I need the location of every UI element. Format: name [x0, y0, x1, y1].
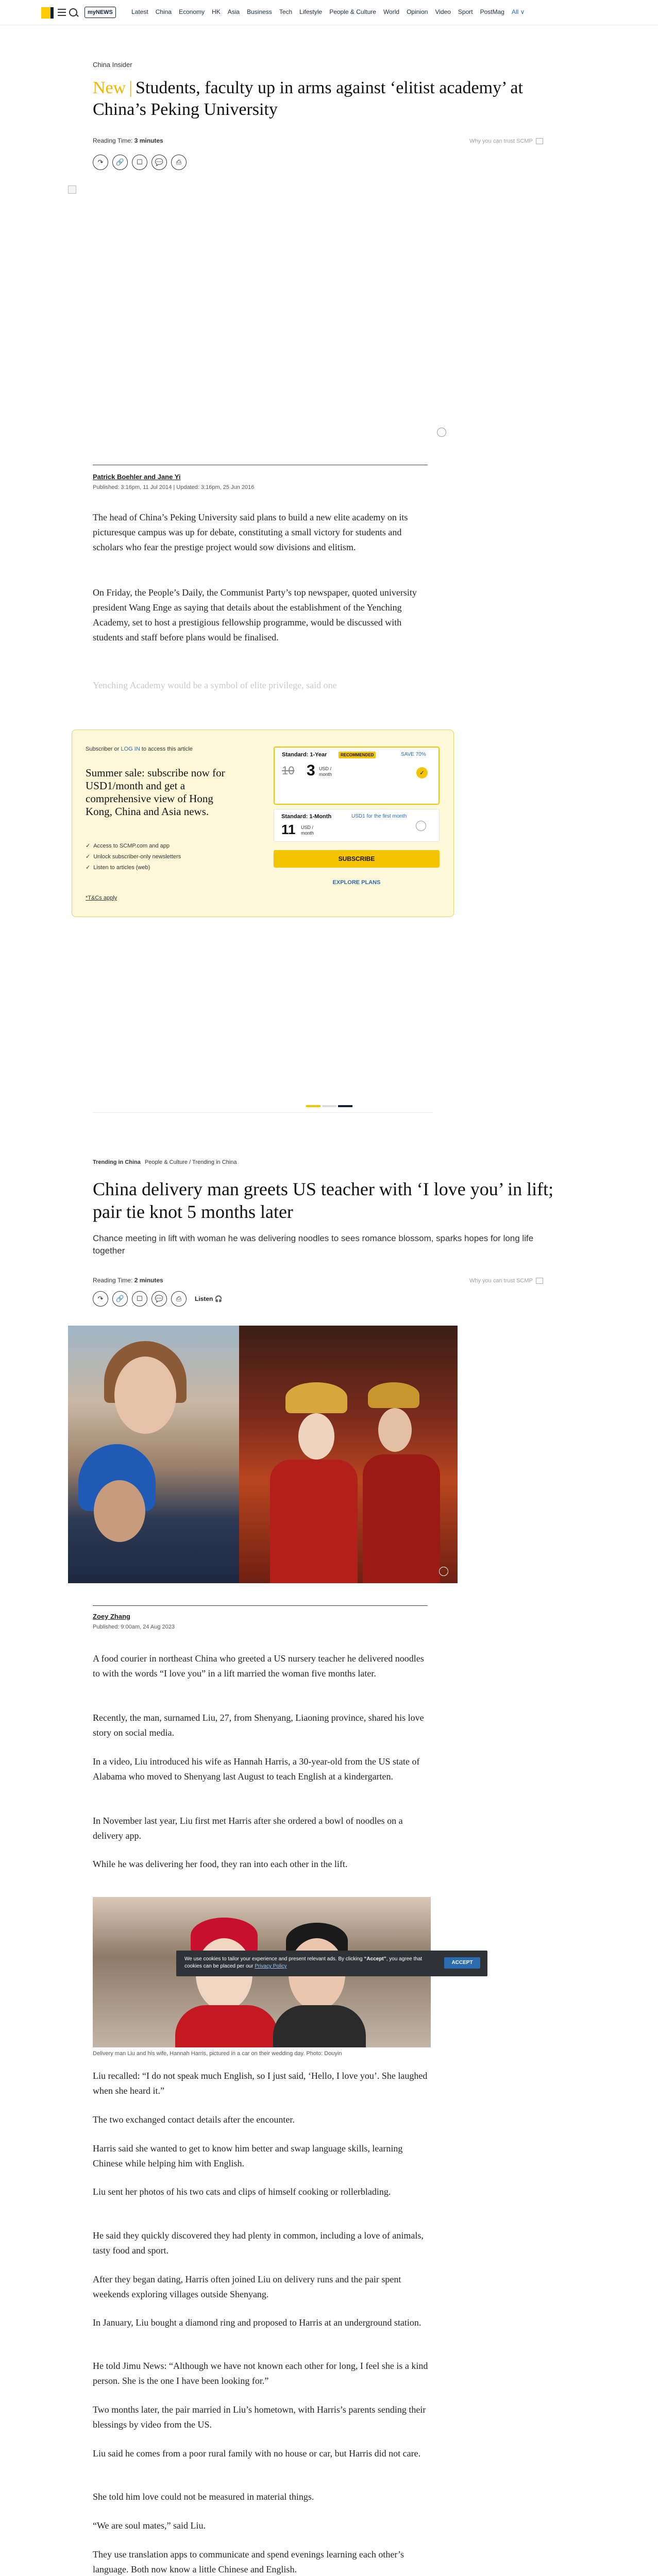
body-paragraph: The head of China’s Peking University said plans to build a new elite academy on its picturesque campus was up for debate, constituting a small victory for students and scholars who fear the prestige project would sow divisions and elitism. — [93, 512, 408, 552]
paywall-headline: Summer sale: subscribe now for USD1/month and get a comprehensive view of Hong Kong, China and Asia news. — [86, 767, 225, 818]
why-trust-link[interactable]: Why you can trust SCMP — [469, 138, 543, 144]
benefit-item: ✓ Listen to articles (web) — [86, 862, 181, 873]
photo-couple-selfie — [68, 1326, 239, 1583]
link-icon[interactable]: 🔗 — [112, 155, 128, 170]
nav-link-lifestyle[interactable]: Lifestyle — [299, 8, 323, 15]
nav-link-video[interactable]: Video — [435, 8, 451, 15]
lead-photo — [68, 1326, 458, 1583]
recommended-badge: RECOMMENDED — [339, 752, 376, 758]
title-separator: | — [129, 78, 133, 97]
body-paragraph: After they began dating, Harris often joined Liu on delivery runs and the pair spent weekends exploring villages outside Shenyang. — [93, 2274, 401, 2299]
plan-saving: USD1 for the first month — [351, 814, 407, 819]
subscription-paywall — [72, 730, 454, 917]
new-price: 11 — [281, 822, 296, 837]
login-link[interactable]: LOG IN — [121, 746, 140, 752]
body-paragraph: While he was delivering her food, they ran into each other in the lift. — [93, 1859, 348, 1869]
published-date: Published: 9:00am, 24 Aug 2023 — [93, 1624, 175, 1630]
selected-check-icon: ✓ — [416, 767, 428, 778]
share-toolbar — [93, 1291, 223, 1307]
article-subheadline: Chance meeting in lift with woman he was delivering noodles to sees romance blossom, sparks hopes for long life together — [93, 1233, 534, 1256]
listen-button[interactable]: Listen 🎧 — [195, 1295, 223, 1302]
nav-link-china[interactable]: China — [155, 8, 172, 15]
reading-time: Reading Time: 3 minutes — [93, 137, 163, 144]
nav-link-people-culture[interactable]: People & Culture — [329, 8, 376, 15]
body-paragraph: She told him love could not be measured in material things. — [93, 2492, 314, 2502]
subscribe-button[interactable]: SUBSCRIBE — [274, 850, 440, 868]
article-kicker[interactable]: China Insider — [93, 61, 132, 69]
comment-icon[interactable]: 💬 — [151, 1291, 167, 1307]
byline-divider — [93, 1605, 428, 1606]
body-paragraph: In a video, Liu introduced his wife as Hannah Harris, a 30-year-old from the US state of Alabama who moved to Shenyang last August to teach English at a kindergarten. — [93, 1756, 420, 1782]
body-paragraph: He told Jimu News: “Although we have not known each other for long, I feel she is a kind person. She is the one I have been looking for.” — [93, 2361, 428, 2386]
photo-wedding-costume — [239, 1326, 458, 1583]
bookmark-icon[interactable]: ☐ — [132, 155, 147, 170]
next-article-progress — [306, 1105, 352, 1107]
plan-option-1-month[interactable] — [274, 809, 440, 842]
body-paragraph: “We are soul mates,” said Liu. — [93, 2520, 206, 2531]
login-prompt: Subscriber or LOG IN to access this article — [86, 746, 193, 752]
nav-link-business[interactable]: Business — [247, 8, 272, 15]
plan-saving: SAVE 70% — [401, 752, 426, 757]
new-tag: New — [93, 78, 126, 97]
info-box-icon — [536, 1278, 543, 1284]
body-paragraph: They use translation apps to communicate and spend evenings learning each other’s language. Both now know a little Chinese and English. — [93, 2549, 404, 2574]
price-unit: USD / month — [319, 766, 332, 777]
link-icon[interactable]: 🔗 — [112, 1291, 128, 1307]
article-headline: China delivery man greets US teacher with ‘I love you’ in lift; pair tie knot 5 months later — [93, 1179, 554, 1222]
body-paragraph: Harris said she wanted to get to know him better and swap language skills, learning Chinese while helping him with English. — [93, 2143, 403, 2168]
body-paragraph: In November last year, Liu first met Harris after she ordered a bowl of noodles on a delivery app. — [93, 1816, 403, 1841]
nav-link-postmag[interactable]: PostMag — [480, 8, 504, 15]
section-links — [131, 8, 525, 15]
share-toolbar — [93, 155, 187, 170]
body-paragraph: He said they quickly discovered they had plenty in common, including a love of animals, tasty food and sport. — [93, 2230, 424, 2256]
plan-option-1-year[interactable] — [274, 747, 440, 805]
article-image-placeholder — [68, 185, 76, 194]
plan-name: Standard: 1-Month — [281, 814, 332, 820]
body-paragraph: The two exchanged contact details after the encounter. — [93, 2114, 295, 2125]
body-paragraph: Recently, the man, surnamed Liu, 27, from Shenyang, Liaoning province, shared his love story on social media. — [93, 1713, 424, 1738]
headline-text: Students, faculty up in arms against ‘elitist academy’ at China’s Peking University — [93, 78, 523, 119]
why-trust-link[interactable]: Why you can trust SCMP — [469, 1278, 543, 1284]
print-icon[interactable]: ⎙ — [171, 1291, 187, 1307]
trending-label[interactable]: Trending in China — [93, 1159, 141, 1165]
explore-plans-link[interactable]: EXPLORE PLANS — [332, 879, 381, 886]
author-byline[interactable]: Patrick Boehler and Jane Yi — [93, 473, 181, 481]
search-icon[interactable] — [69, 8, 77, 16]
body-paragraph: On Friday, the People’s Daily, the Communist Party’s top newspaper, quoted university president Wang Enge as saying that details about the establishment of the Yenching Academy, set to host a prestigious fellowship programme, would be discussed with students and staff before plans would be finalised. — [93, 587, 417, 642]
share-icon[interactable]: ↷ — [93, 155, 108, 170]
plan-name: Standard: 1-Year — [282, 752, 327, 758]
article-divider — [93, 1112, 433, 1113]
share-icon[interactable]: ↷ — [93, 1291, 108, 1307]
body-paragraph: Liu said he comes from a poor rural family with no house or car, but Harris did not care. — [93, 2448, 421, 2459]
body-paragraph: Liu recalled: “I do not speak much English, so I just said, ‘Hello, I love you’. She laughed when she heard it.” — [93, 2071, 428, 2096]
nav-link-latest[interactable]: Latest — [131, 8, 148, 15]
body-paragraph: Liu sent her photos of his two cats and clips of himself cooking or rollerblading. — [93, 2187, 391, 2197]
comment-icon[interactable]: 💬 — [151, 155, 167, 170]
body-paragraph: A food courier in northeast China who greeted a US nursery teacher he delivered noodles to with the words “I love you” in a lift married the woman five months later. — [93, 1653, 424, 1679]
info-box-icon — [536, 138, 543, 144]
mynews-button[interactable]: myNEWS — [85, 7, 116, 18]
photo-caption: Delivery man Liu and his wife, Hannah Harris, pictured in a car on their wedding day. Photo: Douyin — [93, 2050, 342, 2057]
reading-time: Reading Time: 2 minutes — [93, 1277, 163, 1284]
article-headline — [93, 77, 567, 121]
nav-link-tech[interactable]: Tech — [279, 8, 293, 15]
faded-paragraph: Yenching Academy would be a symbol of elite privilege, said one — [93, 680, 337, 690]
info-icon[interactable] — [439, 1567, 448, 1576]
nav-link-hk[interactable]: HK — [212, 8, 221, 15]
breadcrumb-path[interactable]: People & Culture / Trending in China — [144, 1159, 237, 1165]
hamburger-menu-icon[interactable] — [58, 9, 66, 16]
author-byline[interactable]: Zoey Zhang — [93, 1613, 130, 1620]
price-unit: USD / month — [301, 825, 314, 836]
unselected-radio-icon[interactable] — [416, 821, 426, 831]
terms-link[interactable]: *T&Cs apply — [86, 895, 117, 901]
body-paragraph: Two months later, the pair married in Liu’s hometown, with Harris’s parents sending their blessings by video from the US. — [93, 2404, 426, 2430]
published-date: Published: 3:16pm, 11 Jul 2014 | Updated: 3:16pm, 25 Jun 2016 — [93, 484, 255, 490]
headphones-icon: 🎧 — [214, 1295, 223, 1302]
nav-link-asia[interactable]: Asia — [227, 8, 240, 15]
benefit-item: ✓ Unlock subscriber-only newsletters — [86, 852, 181, 862]
scmp-logo-mark[interactable] — [50, 7, 54, 19]
benefits-list — [86, 841, 181, 873]
nav-link-world[interactable]: World — [383, 8, 400, 15]
old-price: 10 — [282, 764, 295, 777]
breadcrumb — [93, 1159, 237, 1165]
nav-link-economy[interactable]: Economy — [179, 8, 205, 15]
cookie-text: We use cookies to tailor your experience and present relevant ads. By clicking “Accept”, you agree that cookies can be placed per our Privacy Policy — [184, 1956, 423, 1969]
nav-link-opinion[interactable]: Opinion — [407, 8, 428, 15]
accept-cookies-button[interactable]: ACCEPT — [444, 1957, 480, 1969]
benefit-item: ✓ Access to SCMP.com and app — [86, 841, 181, 852]
info-icon[interactable] — [437, 428, 446, 437]
nav-link-sport[interactable]: Sport — [458, 8, 473, 15]
bookmark-icon[interactable]: ☐ — [132, 1291, 147, 1307]
new-price: 3 — [307, 762, 315, 779]
print-icon[interactable]: ⎙ — [171, 155, 187, 170]
nav-link-all[interactable]: All ∨ — [511, 8, 525, 15]
privacy-policy-link[interactable]: Privacy Policy — [255, 1963, 287, 1969]
cookie-consent-banner — [176, 1951, 487, 1976]
top-navigation-bar — [0, 0, 658, 25]
body-paragraph: In January, Liu bought a diamond ring and proposed to Harris at an underground station. — [93, 2317, 421, 2328]
scmp-logo[interactable] — [41, 7, 50, 19]
